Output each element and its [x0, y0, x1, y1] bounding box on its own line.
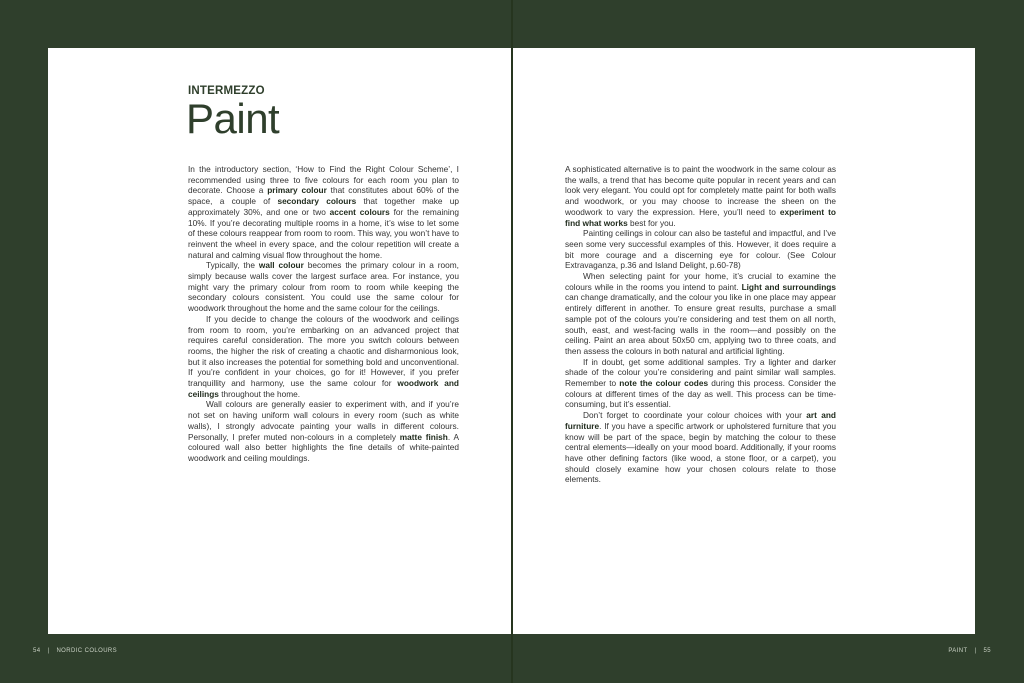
- text-run: throughout the home.: [218, 388, 301, 399]
- text-run: Typically, the: [206, 260, 259, 271]
- footer-separator: |: [47, 648, 50, 654]
- paragraph: [188, 164, 459, 260]
- text-run: best for you.: [627, 217, 676, 228]
- paragraph: [565, 271, 836, 357]
- paragraph: [565, 228, 836, 271]
- paragraph: [188, 260, 459, 314]
- bold-phrase: primary colour: [267, 185, 327, 196]
- bold-phrase: experiment to find what works: [565, 206, 836, 228]
- right-text-column: [565, 164, 836, 485]
- paragraph: [565, 357, 836, 411]
- bold-phrase: secondary colours: [277, 196, 357, 207]
- text-run: that together make up approximately 30%, and one or two: [188, 196, 460, 217]
- right-page-number: 55: [983, 648, 991, 654]
- bold-phrase: woodwork and ceilings: [188, 378, 459, 399]
- text-run: during this process. Consider the colours at different times of the day as well. This process can be time-consuming, but it’s essential.: [565, 378, 836, 410]
- left-page: [48, 48, 511, 634]
- right-page: [513, 48, 975, 634]
- bold-phrase: art and furniture: [565, 410, 836, 431]
- text-run: for the remaining 10%. If you’re decorating multiple rooms in a home, it’s wise to let some of these colours reappear from room to room. This way, you won’t have to reinvent the wheel in every space, and the colour repetition will create a natural and calming visual flow throughout the home.: [188, 206, 459, 260]
- text-run: When selecting paint for your home, it’s crucial to examine the colours while in the rooms you intend to paint.: [565, 271, 836, 292]
- left-footer: [33, 648, 117, 654]
- bold-phrase: wall colour: [258, 260, 304, 271]
- text-run: Don’t forget to coordinate your colour choices with your: [583, 410, 807, 421]
- page-title: Paint: [186, 95, 280, 142]
- text-run: In the introductory section, ‘How to Find the Right Colour Scheme’, I recommended using three to five colours for each room you plan to decorate. Choose a: [188, 164, 459, 196]
- text-run: can change dramatically, and the colour you like in one place may appear entirely different in another. To ensure great results, purchase a small sample pot of the colours you’re considering and test them on all north, south, east, and west-facing walls in the room—and possibly on the ceiling. Paint an area about 50x50 cm, applying two to three coats, and then assess the colours in both natural and artificial lighting.: [565, 292, 836, 356]
- bold-phrase: Light and surroundings: [741, 281, 836, 292]
- section-kicker: INTERMEZZO: [188, 85, 265, 97]
- bold-phrase: accent colours: [329, 206, 390, 217]
- right-footer: [948, 648, 991, 654]
- paragraph: [188, 314, 459, 400]
- left-section-name: NORDIC COLOURS: [56, 648, 118, 654]
- bold-phrase: note the colour codes: [619, 378, 709, 389]
- right-section-name: PAINT: [948, 648, 968, 654]
- text-run: becomes the primary colour in a room, simply because walls cover the largest surface area. For instance, you might vary the primary colour from room to room while keeping the secondary colours consistent. You could use the same colour for woodwork throughout the home and the same colour for the ceilings.: [188, 260, 459, 314]
- paragraph: [565, 410, 836, 485]
- left-text-column: [188, 164, 459, 464]
- text-run: . If you have a specific artwork or upholstered furniture that you know will be part of the space, begin by matching the colour to these central elements—ideally on your mood board. Additionally, if your rooms have other defining factors (like wood, a stone floor, or a carpet), you should closely examine how your chosen colours relate to those elements.: [565, 420, 836, 485]
- text-run: Wall colours are generally easier to experiment with, and if you’re not set on having uniform wall colours in every room (such as white walls), I strongly advocate painting your walls in different colours. Personally, I prefer muted non-colours in a completely: [188, 399, 459, 442]
- text-run: If in doubt, get some additional samples. Try a lighter and darker shade of the colour you’re considering and paint similar wall samples. Remember to: [565, 356, 836, 389]
- text-run: . A coloured wall also better highlights the fine details of white-painted woodwork and ceiling mouldings.: [188, 431, 460, 463]
- paragraph: [188, 399, 459, 463]
- paragraph: [565, 164, 836, 228]
- text-run: If you decide to change the colours of the woodwork and ceilings from room to room, you’re embarking on an advanced project that requires careful consideration. The more you switch colours between rooms, the higher the risk of creating a chaotic and disharmonious look, but it also increases the potential for something bold and unconventional. If you’re confident in your choices, go for it! However, if you prefer tranquillity and harmony, use the same colour for: [188, 313, 459, 389]
- text-run: Painting ceilings in colour can also be tasteful and impactful, and I’ve seen some very successful examples of this. However, it does require a bit more courage and a discerning eye for colour. (See Colour Extravaganza, p.36 and Island Delight, p.60-78): [565, 228, 836, 271]
- text-run: A sophisticated alternative is to paint the woodwork in the same colour as the walls, a trend that has become quite popular in recent years and can look very elegant. You could opt for completely matte paint for both walls and woodwork, or you may choose to increase the sheen on the woodwork to vary the expression. Here, you’ll need to: [565, 164, 836, 217]
- text-run: that constitutes about 60% of the space, a couple of: [188, 185, 459, 207]
- bold-phrase: matte finish: [399, 431, 448, 442]
- left-page-number: 54: [33, 648, 41, 654]
- footer-separator: |: [974, 648, 977, 654]
